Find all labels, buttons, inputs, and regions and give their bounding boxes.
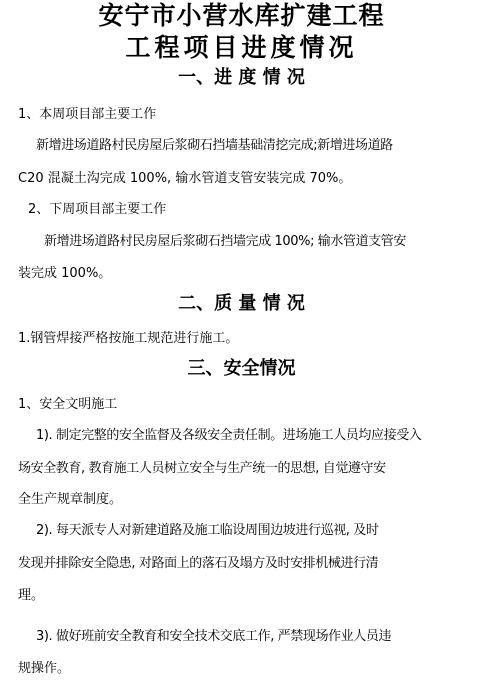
safety-p2-line1: 2). 每天派专人对新建道路及施工临设周围边坡进行巡视, 及时 — [36, 523, 379, 538]
quality-item1: 1.钢管焊接严格按施工规范进行施工。 — [18, 331, 239, 346]
safety-p3-line1: 3). 做好班前安全教育和安全技术交底工作, 严禁现场作业人员违 — [36, 629, 392, 644]
safety-p1-line3: 全生产规章制度。 — [18, 492, 123, 507]
progress-item1-text-line2: C20 混凝土沟完成 100%, 输水管道支管安装完成 70%。 — [18, 171, 352, 186]
safety-p1-line1: 1). 制定完整的安全监督及各级安全责任制。进场施工人员均应接受入 — [36, 428, 422, 443]
progress-item2-text-line2: 装完成 100%。 — [18, 266, 112, 281]
safety-item1-title: 1、安全文明施工 — [18, 397, 118, 412]
section-heading-quality: 二、质 量 情 况 — [178, 293, 305, 314]
safety-p2-line2: 发现并排除安全隐患, 对路面上的落石及塌方及时安排机械进行清 — [18, 556, 379, 571]
document-title-line-1: 安宁市小营水库扩建工程 — [98, 1, 385, 30]
progress-item2-text-line1: 新增进场道路村民房屋后浆砌石挡墙完成 100%; 输水管道支管安 — [44, 234, 407, 249]
progress-item1-text-line1: 新增进场道路村民房屋后浆砌石挡墙基础清挖完成;新增进场道路 — [36, 138, 393, 153]
progress-item1-title: 1、本周项目部主要工作 — [18, 107, 157, 122]
section-heading-progress: 一、进 度 情 况 — [178, 67, 305, 88]
safety-p1-line2: 场安全教育, 教育施工人员树立安全与生产统一的思想, 自觉遵守安 — [18, 461, 386, 476]
section-heading-safety: 三、安全情况 — [187, 358, 296, 379]
safety-p2-line3: 理。 — [18, 588, 45, 603]
progress-item2-title: 2、下周项目部主要工作 — [28, 202, 167, 217]
safety-p3-line2: 规操作。 — [18, 661, 71, 676]
document-title-line-2: 工程项目进度情况 — [125, 33, 358, 62]
